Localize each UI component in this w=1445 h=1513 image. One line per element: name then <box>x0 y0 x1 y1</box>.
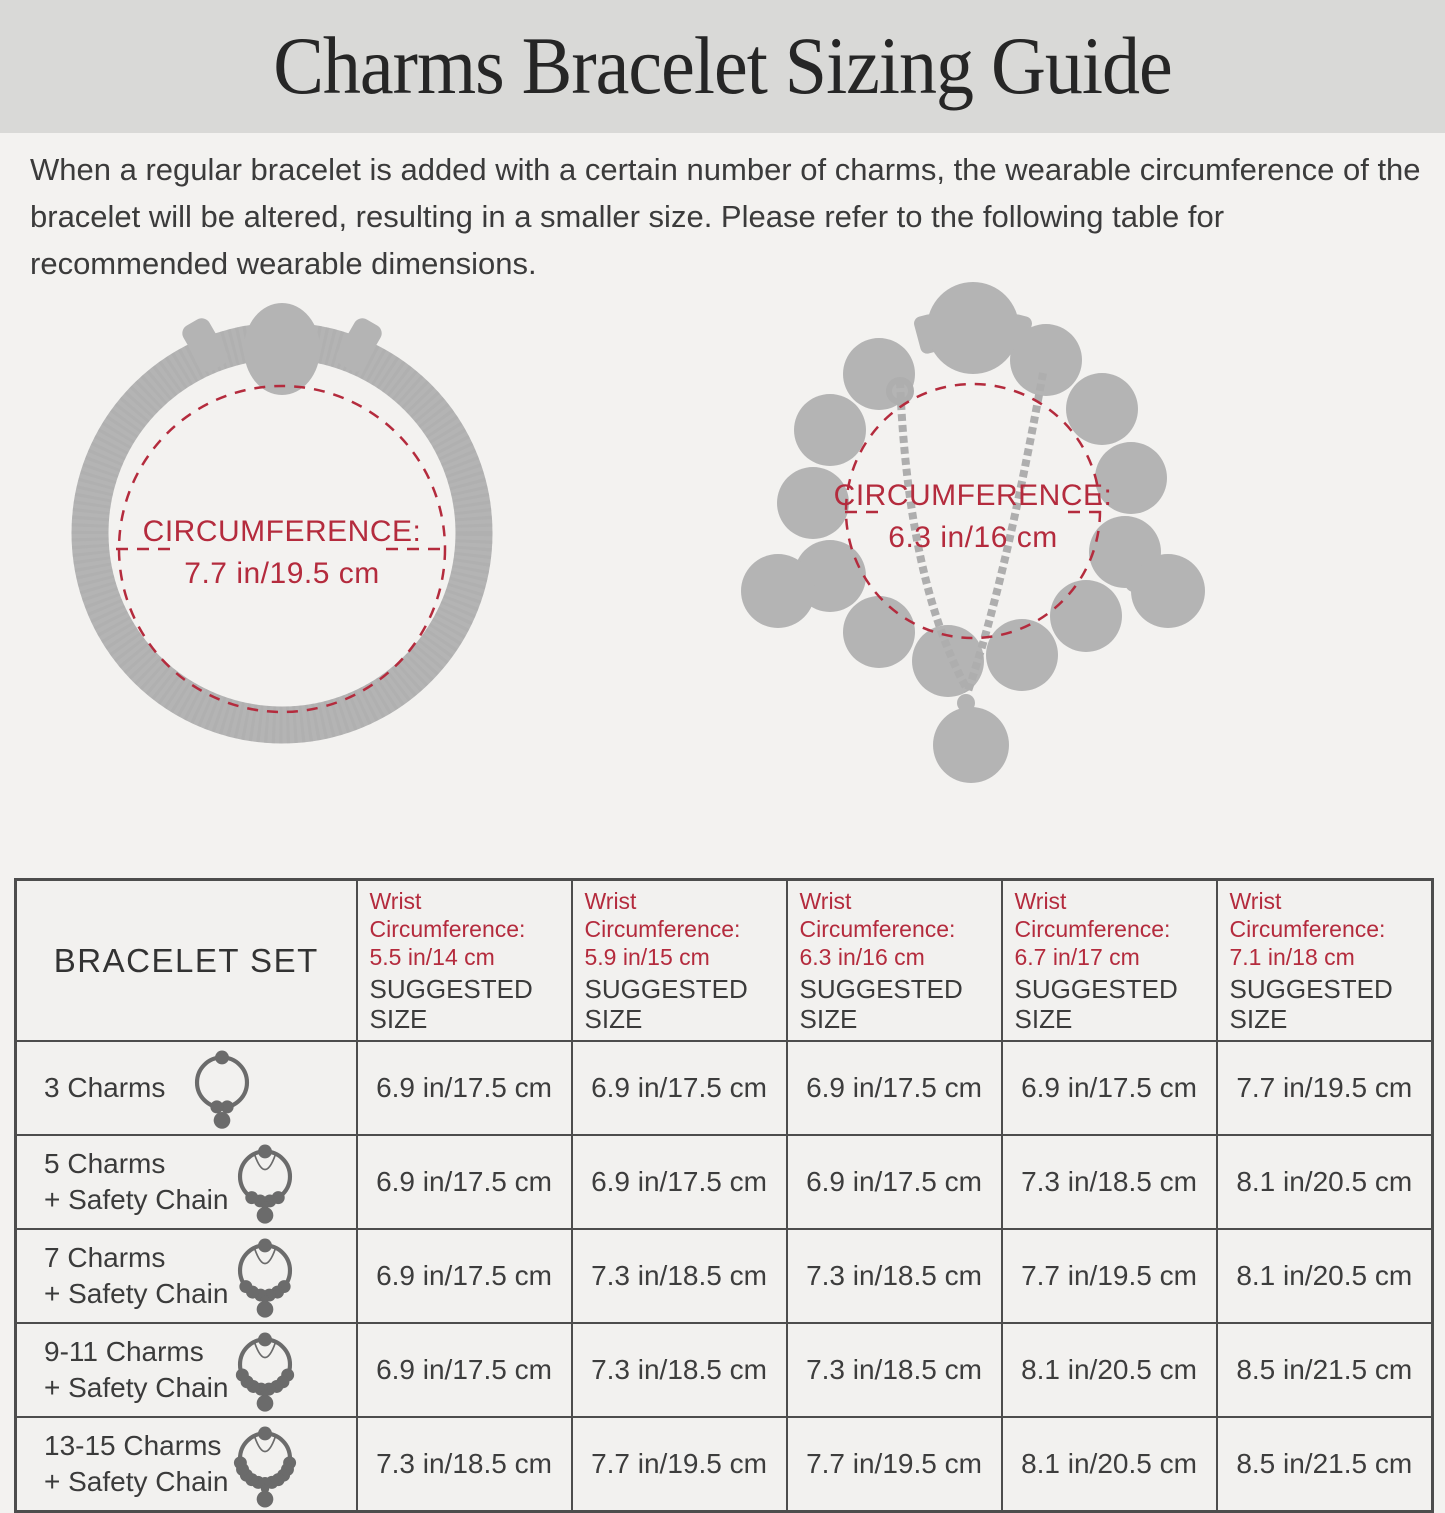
header-wrist-6-3: Wrist Circumference: 6.3 in/16 cm SUGGESTED SIZE <box>787 880 1002 1042</box>
header-wrist-5-5: Wrist Circumference: 5.5 in/14 cm SUGGESTED SIZE <box>357 880 572 1042</box>
size-value: 7.7 in/19.5 cm <box>572 1417 787 1512</box>
plain-bracelet-circumference-value: 7.7 in/19.5 cm <box>184 557 380 590</box>
size-value: 6.9 in/17.5 cm <box>1002 1041 1217 1135</box>
header-wrist-7-1: Wrist Circumference: 7.1 in/18 cm SUGGESTED SIZE <box>1217 880 1433 1042</box>
plain-bracelet-circumference-label: CIRCUMFERENCE: <box>142 515 422 548</box>
table-row <box>16 1229 1433 1323</box>
size-value: 6.9 in/17.5 cm <box>572 1135 787 1229</box>
page-header <box>0 0 1445 133</box>
size-value: 7.7 in/19.5 cm <box>787 1417 1002 1512</box>
size-value: 7.7 in/19.5 cm <box>1217 1041 1433 1135</box>
size-value: 8.1 in/20.5 cm <box>1002 1417 1217 1512</box>
bracelet-clasp-icon <box>244 303 320 395</box>
size-value: 7.3 in/18.5 cm <box>787 1229 1002 1323</box>
intro-text: When a regular bracelet is added with a certain number of charms, the wearable circumference of the bracelet will be altered, resulting in a smaller size. Please refer to the following table for recommended wearable dimensions. <box>30 152 1421 281</box>
size-value: 7.7 in/19.5 cm <box>1002 1229 1217 1323</box>
row-label: 7 Charms + Safety Chain <box>44 1242 229 1309</box>
row-label: 9-11 Charms + Safety Chain <box>44 1336 229 1403</box>
row-label: 3 Charms <box>44 1072 166 1103</box>
charm-bracelet-circumference-label: CIRCUMFERENCE: <box>833 479 1113 512</box>
charm-bracelet-clasp-icon <box>927 282 1019 374</box>
size-value: 7.3 in/18.5 cm <box>572 1323 787 1417</box>
charm-bracelet-circumference-value: 6.3 in/16 cm <box>888 521 1058 554</box>
bracelet-9-11-charms-icon <box>228 1325 302 1415</box>
bracelet-7-charms-icon <box>228 1231 302 1321</box>
page-title: Charms Bracelet Sizing Guide <box>273 20 1172 112</box>
row-label: 5 Charms + Safety Chain <box>44 1148 229 1215</box>
bracelet-5-charms-icon <box>228 1137 302 1227</box>
size-value: 8.1 in/20.5 cm <box>1002 1323 1217 1417</box>
plain-bracelet-illustration <box>90 303 474 725</box>
sizing-table <box>14 878 1434 1513</box>
size-value: 6.9 in/17.5 cm <box>787 1041 1002 1135</box>
size-value: 8.5 in/21.5 cm <box>1217 1417 1433 1512</box>
size-value: 8.1 in/20.5 cm <box>1217 1135 1433 1229</box>
table-row <box>16 1417 1433 1512</box>
bracelet-3-charms-icon <box>185 1043 259 1133</box>
bracelet-13-15-charms-icon <box>228 1419 302 1509</box>
size-value: 8.5 in/21.5 cm <box>1217 1323 1433 1417</box>
size-value: 6.9 in/17.5 cm <box>357 1229 572 1323</box>
header-wrist-6-7: Wrist Circumference: 6.7 in/17 cm SUGGESTED SIZE <box>1002 880 1217 1042</box>
table-row <box>16 1135 1433 1229</box>
size-value: 6.9 in/17.5 cm <box>787 1135 1002 1229</box>
size-value: 6.9 in/17.5 cm <box>572 1041 787 1135</box>
size-value: 7.3 in/18.5 cm <box>357 1417 572 1512</box>
size-value: 7.3 in/18.5 cm <box>1002 1135 1217 1229</box>
charm-bracelet-illustration <box>741 282 1205 783</box>
size-value: 6.9 in/17.5 cm <box>357 1323 572 1417</box>
table-row <box>16 1323 1433 1417</box>
header-wrist-5-9: Wrist Circumference: 5.9 in/15 cm SUGGESTED SIZE <box>572 880 787 1042</box>
size-value: 8.1 in/20.5 cm <box>1217 1229 1433 1323</box>
size-value: 6.9 in/17.5 cm <box>357 1135 572 1229</box>
header-bracelet-set: BRACELET SET <box>16 880 357 1042</box>
size-value: 6.9 in/17.5 cm <box>357 1041 572 1135</box>
size-value: 7.3 in/18.5 cm <box>572 1229 787 1323</box>
table-row <box>16 1041 1433 1135</box>
table-header-row <box>16 880 1433 1042</box>
row-label: 13-15 Charms + Safety Chain <box>44 1430 229 1497</box>
bracelet-illustrations <box>0 283 1445 863</box>
size-value: 7.3 in/18.5 cm <box>787 1323 1002 1417</box>
